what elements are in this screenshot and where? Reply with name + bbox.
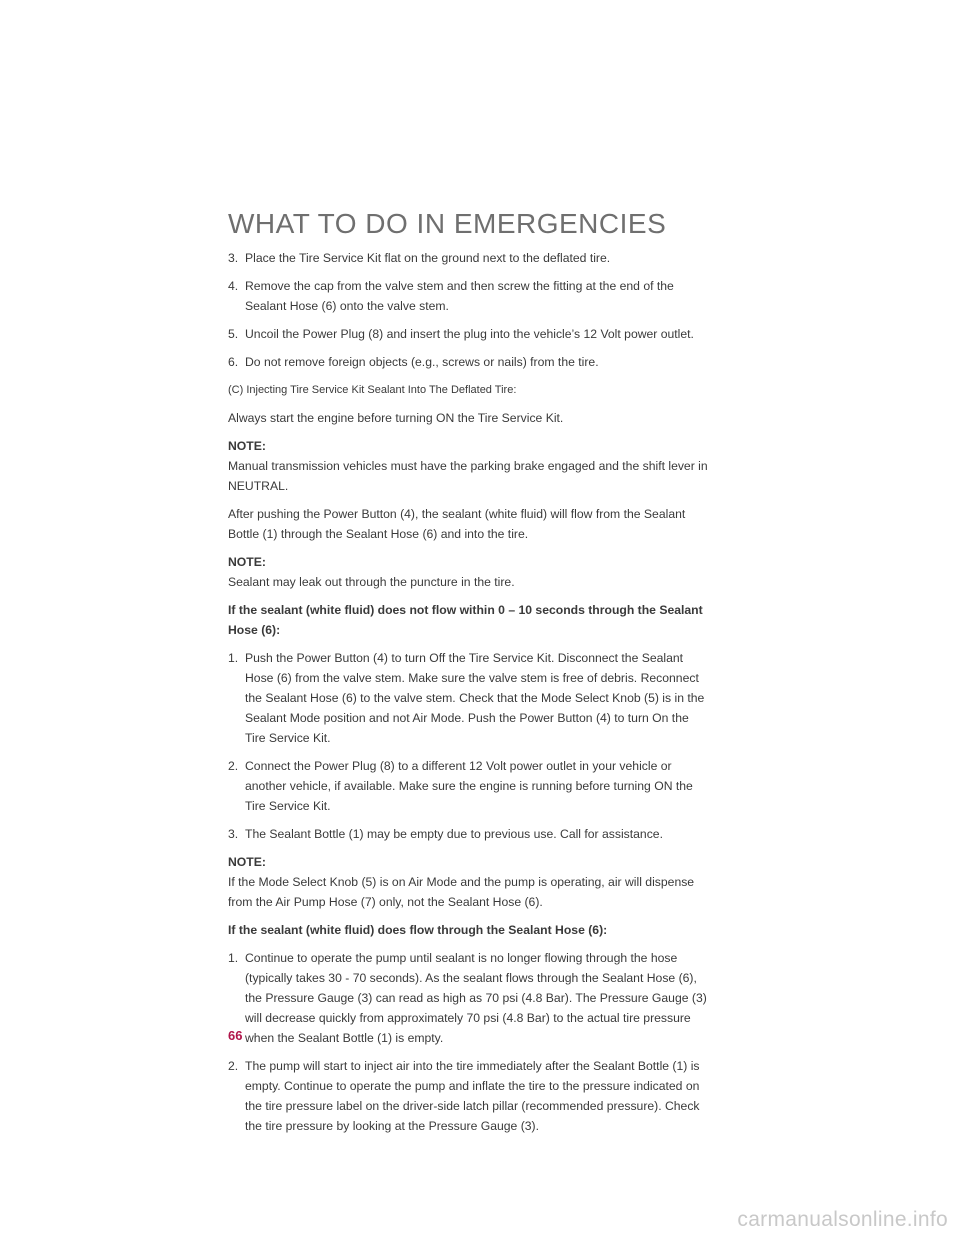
- step-text: Continue to operate the pump until sealant is no longer flowing through the hose (typically takes 30 - 70 seconds). As the sealant flows through the Sealant Hose (6), the Pressure Gauge (3) can read as high as 70 psi (4.8 Bar). The Pressure Gauge (3) will decrease quickly from approximately 70 psi (4.8 Bar) to the actual tire pressure when the Sealant Bottle (1) is empty.: [245, 951, 707, 1045]
- body-paragraph: After pushing the Power Button (4), the sealant (white fluid) will flow from the Sealant Bottle (1) through the Sealant Hose (6) and into the tire.: [228, 507, 686, 541]
- intro-paragraph: Always start the engine before turning ON the Tire Service Kit.: [228, 411, 564, 425]
- list-item: [228, 648, 712, 748]
- list-item: [228, 352, 712, 372]
- note-label: NOTE:: [228, 855, 266, 869]
- step-number: 1.: [228, 951, 239, 965]
- step-text: The pump will start to inject air into the tire immediately after the Sealant Bottle (1) is empty. Continue to operate the pump and inflate the tire to the pressure indicated on the tire pressure label on the driver-side latch pillar (recommended pressure). Check the tire pressure by looking at the Pressure Gauge (3).: [245, 1059, 700, 1133]
- step-number: 1.: [228, 651, 239, 665]
- step-number: 3.: [228, 827, 239, 841]
- step-number: 2.: [228, 1059, 239, 1073]
- condition-heading: If the sealant (white fluid) does flow through the Sealant Hose (6):: [228, 923, 608, 937]
- list-item: [228, 948, 712, 1048]
- section-subheading: (C) Injecting Tire Service Kit Sealant Into The Deflated Tire:: [228, 384, 517, 396]
- list-item: [228, 824, 712, 844]
- note-text: If the Mode Select Knob (5) is on Air Mode and the pump is operating, air will dispense from the Air Pump Hose (7) only, not the Sealant Hose (6).: [228, 875, 695, 909]
- page-title: WHAT TO DO IN EMERGENCIES: [228, 208, 667, 239]
- step-text: Do not remove foreign objects (e.g., screws or nails) from the tire.: [245, 355, 599, 369]
- page-number: 66: [228, 1028, 243, 1043]
- list-item: [228, 248, 712, 268]
- step-number: 6.: [228, 355, 239, 369]
- note-text: Manual transmission vehicles must have the parking brake engaged and the shift lever in NEUTRAL.: [228, 459, 708, 493]
- step-text: Place the Tire Service Kit flat on the ground next to the deflated tire.: [245, 251, 611, 265]
- step-text: Uncoil the Power Plug (8) and insert the plug into the vehicle’s 12 Volt power outlet.: [245, 327, 694, 341]
- list-item: [228, 756, 712, 816]
- step-number: 2.: [228, 759, 239, 773]
- main-content: [228, 248, 712, 1144]
- step-number: 4.: [228, 279, 239, 293]
- list-item: [228, 1056, 712, 1136]
- step-text: Remove the cap from the valve stem and then screw the fitting at the end of the Sealant Hose (6) onto the valve stem.: [245, 279, 674, 313]
- list-item: [228, 276, 712, 316]
- step-number: 5.: [228, 327, 239, 341]
- note-label: NOTE:: [228, 555, 266, 569]
- watermark: carmanualsonline.info: [737, 1208, 948, 1231]
- list-item: [228, 324, 712, 344]
- condition-heading: If the sealant (white fluid) does not flow within 0 – 10 seconds through the Sealant Hose (6):: [228, 603, 703, 637]
- step-text: Push the Power Button (4) to turn Off the Tire Service Kit. Disconnect the Sealant Hose (6) from the valve stem. Make sure the valve stem is free of debris. Reconnect the Sealant Hose (6) to the valve stem. Check that the Mode Select Knob (5) is in the Sealant Mode position and not Air Mode. Push the Power Button (4) to turn On the Tire Service Kit.: [245, 651, 705, 745]
- step-number: 3.: [228, 251, 239, 265]
- note-label: NOTE:: [228, 439, 266, 453]
- step-text: The Sealant Bottle (1) may be empty due to previous use. Call for assistance.: [245, 827, 663, 841]
- note-text: Sealant may leak out through the puncture in the tire.: [228, 575, 515, 589]
- step-text: Connect the Power Plug (8) to a different 12 Volt power outlet in your vehicle or another vehicle, if available. Make sure the engine is running before turning ON the Tire Service Kit.: [245, 759, 693, 813]
